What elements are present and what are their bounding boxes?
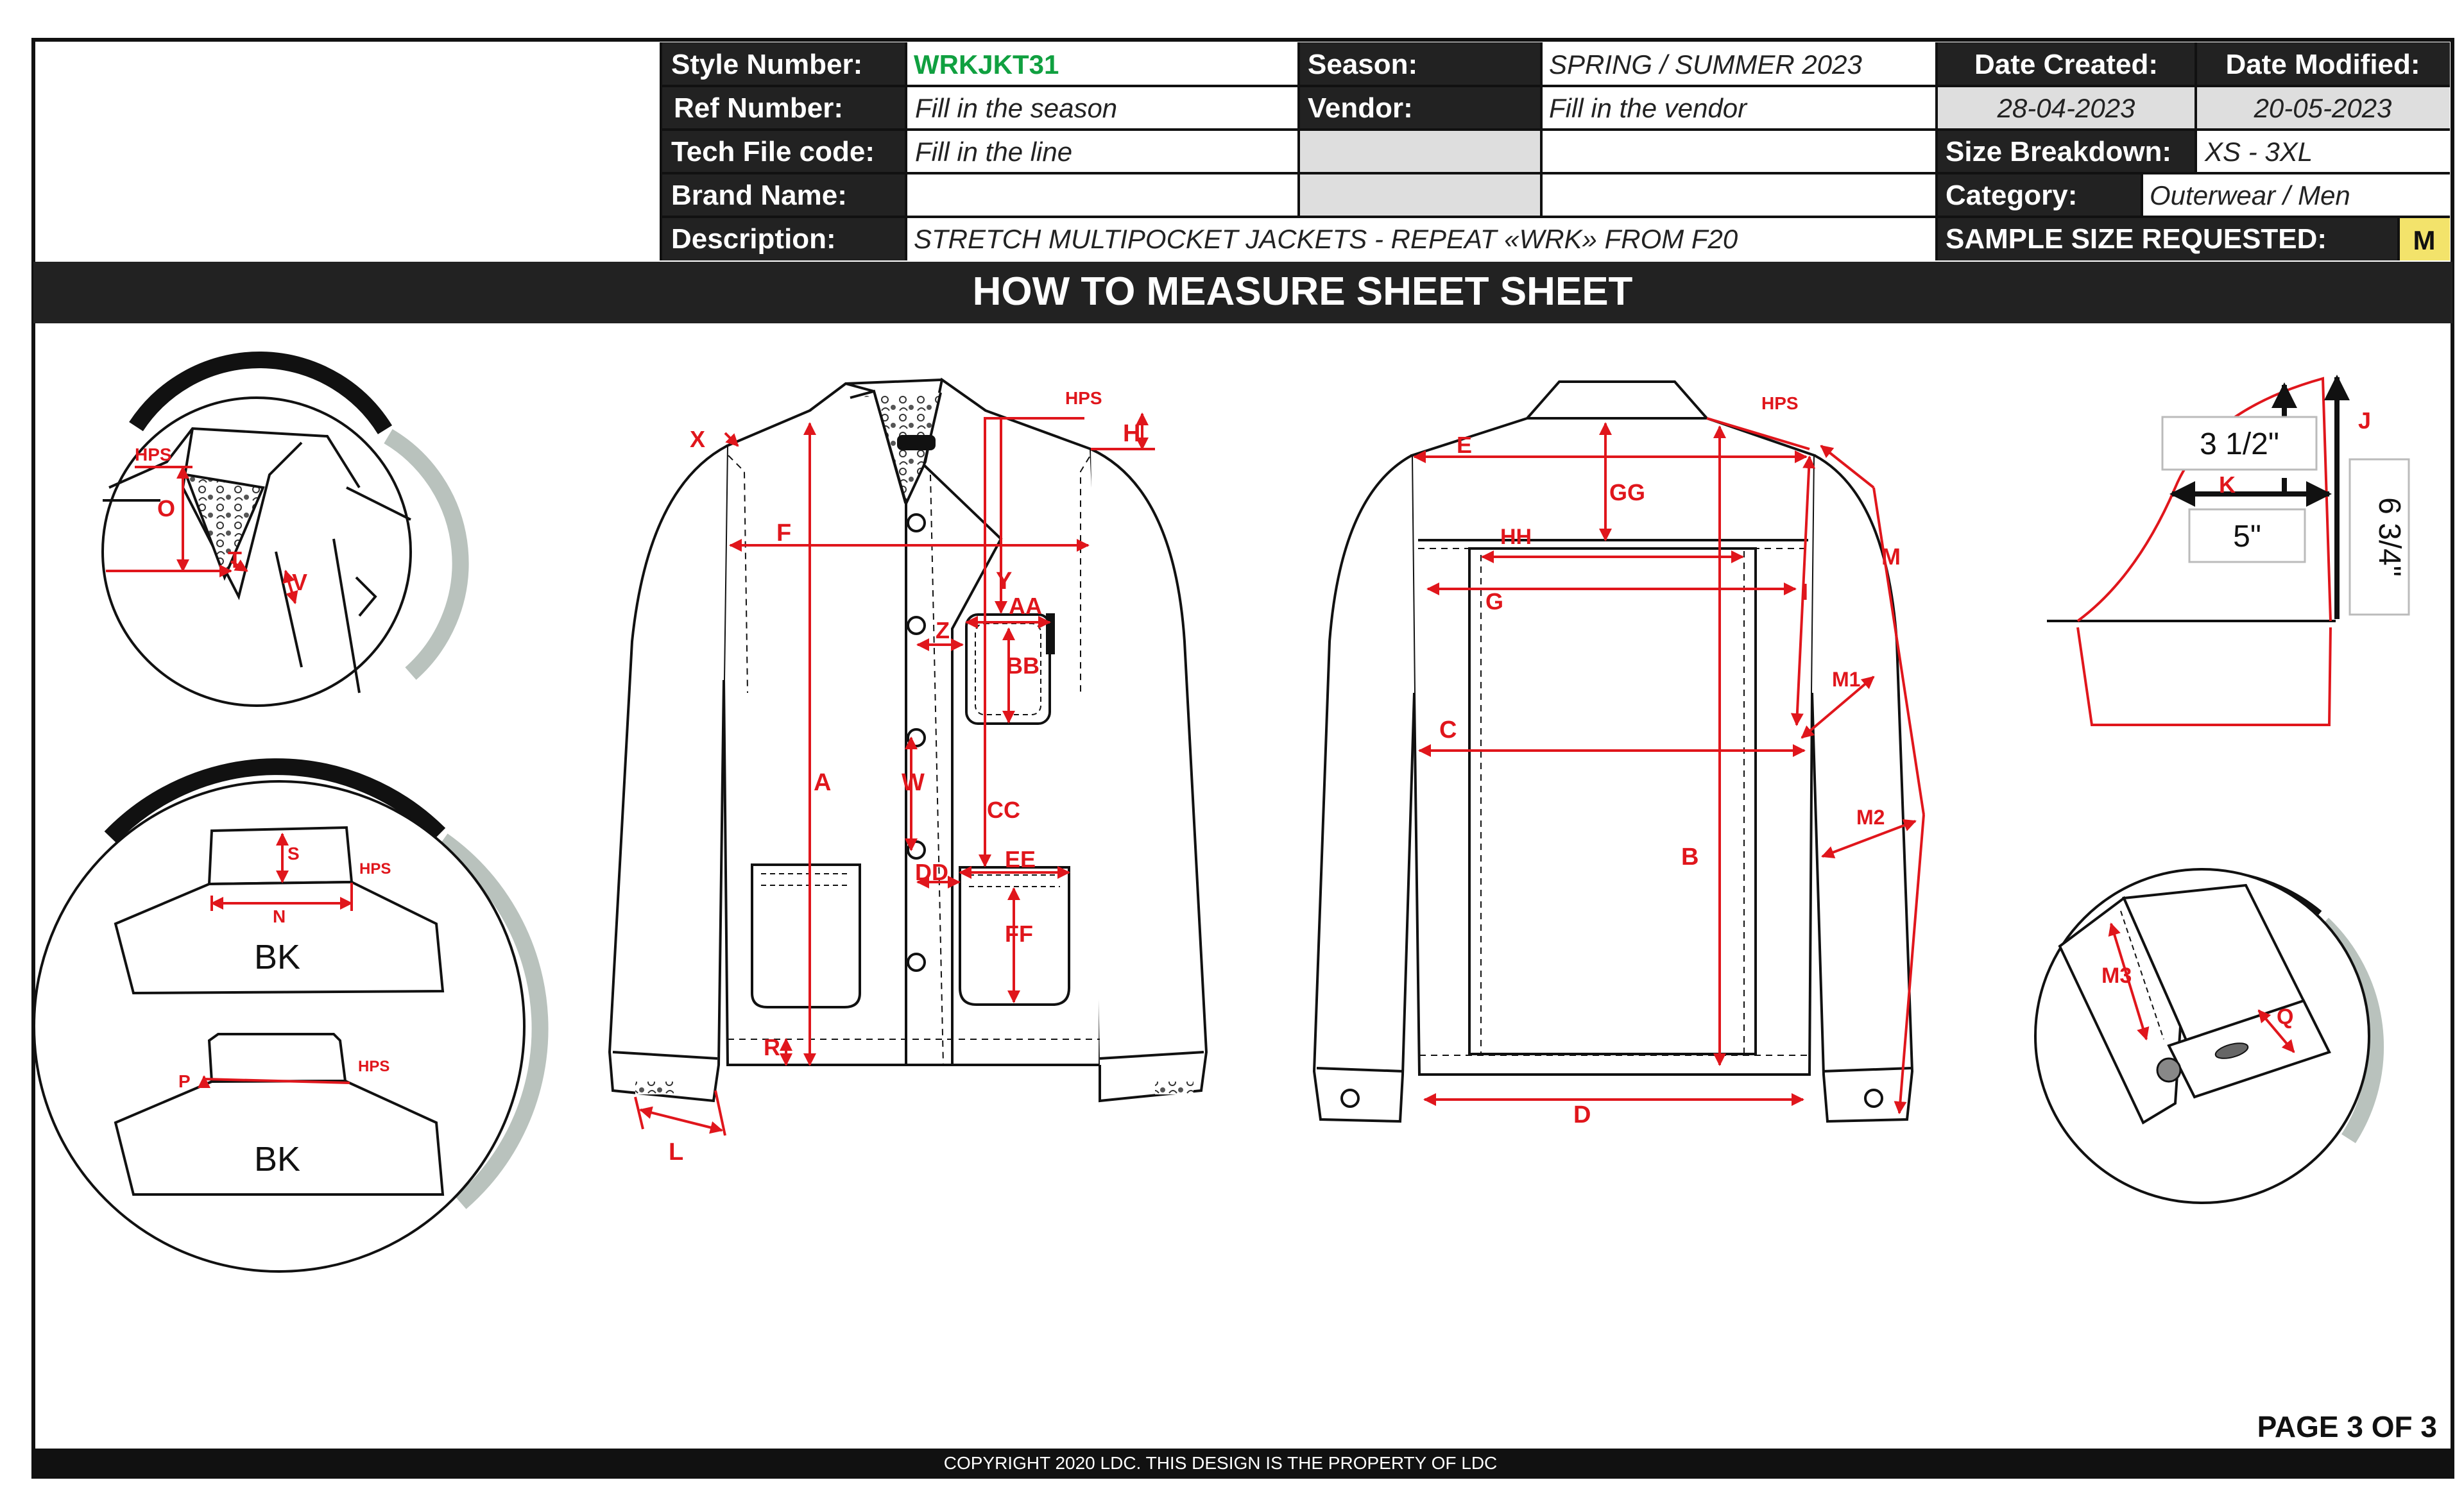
page-title: HOW TO MEASURE SHEET SHEET xyxy=(972,269,1633,314)
style-number-value: WRKJKT31 xyxy=(914,49,1059,80)
measure-m2-label: M2 xyxy=(1856,806,1885,829)
brand-name-label: Brand Name: xyxy=(671,180,847,211)
measure-dd-label: DD xyxy=(915,859,948,885)
ref-number-value: Fill in the season xyxy=(915,93,1118,123)
measure-ee-label: EE xyxy=(1005,846,1036,872)
measure-cc-label: CC xyxy=(987,797,1020,823)
measure-bb-label: BB xyxy=(1006,652,1040,679)
tech-file-label: Tech File code: xyxy=(671,136,875,167)
vendor-label: Vendor: xyxy=(1308,92,1413,124)
bk-bottom-label: BK xyxy=(253,1140,301,1178)
front-hps-label: HPS xyxy=(1065,388,1102,408)
measure-o-label: O xyxy=(157,495,176,522)
measure-q-label: Q xyxy=(2277,1005,2294,1029)
measure-d-label: D xyxy=(1573,1101,1591,1128)
sample-size-label: SAMPLE SIZE REQUESTED: xyxy=(1946,223,2327,255)
collar-stand-detail-circle xyxy=(34,767,540,1271)
measure-j-label: J xyxy=(2358,407,2372,434)
header-table xyxy=(661,42,2450,260)
stand-hps-bottom-label: HPS xyxy=(358,1058,390,1075)
measure-x-label: X xyxy=(690,426,706,452)
measure-l-label: L xyxy=(669,1139,684,1166)
bk-top-label: BK xyxy=(253,938,301,976)
description-label: Description: xyxy=(671,223,836,255)
measure-y-label: Y xyxy=(996,568,1013,595)
measure-z-label: Z xyxy=(936,617,950,643)
date-created-value: 28-04-2023 xyxy=(1997,93,2135,123)
measure-n-label: N xyxy=(273,906,286,926)
measure-hh-label: HH xyxy=(1500,525,1532,549)
measure-f-label: F xyxy=(776,520,792,547)
measure-w-label: W xyxy=(902,769,925,796)
measure-gg-label: GG xyxy=(1609,479,1646,506)
measure-m-label: M xyxy=(1881,543,1901,570)
season-value: SPRING / SUMMER 2023 xyxy=(1549,49,1862,80)
measure-b-label: B xyxy=(1681,844,1699,871)
measure-ff-label: FF xyxy=(1005,921,1033,947)
collar-hps-label: HPS xyxy=(135,445,172,464)
measure-k-label: K xyxy=(2219,472,2236,498)
measure-m1-label: M1 xyxy=(1832,668,1861,691)
category-value: Outerwear / Men xyxy=(2150,180,2350,210)
category-label: Category: xyxy=(1946,180,2078,211)
pocket-dim-6-3-4: 6 3/4" xyxy=(2372,497,2406,577)
measure-c-label: C xyxy=(1439,717,1457,744)
cuff-detail-circle xyxy=(2035,869,2375,1203)
measure-s-label: S xyxy=(287,844,300,863)
vendor-value: Fill in the vendor xyxy=(1549,93,1747,123)
style-number-label: Style Number: xyxy=(671,49,863,80)
page-number: PAGE 3 OF 3 xyxy=(2257,1410,2437,1443)
pocket-dim-5: 5" xyxy=(2233,520,2261,554)
measure-e-label: E xyxy=(1457,432,1473,458)
date-modified-label: Date Modified: xyxy=(2225,49,2420,80)
size-breakdown-value: XS - 3XL xyxy=(2205,137,2313,167)
sample-size-value: M xyxy=(2413,225,2436,255)
measure-p-label: P xyxy=(178,1071,191,1091)
pocket-detail xyxy=(2047,377,2409,725)
description-value: STRETCH MULTIPOCKET JACKETS - REPEAT «WRK» FROM F20 xyxy=(914,224,1738,254)
tech-file-value: Fill in the line xyxy=(915,137,1073,167)
copyright-text: COPYRIGHT 2020 LDC. THIS DESIGN IS THE PROPERTY OF LDC xyxy=(943,1453,1498,1473)
date-created-label: Date Created: xyxy=(1974,49,2159,80)
date-modified-value: 20-05-2023 xyxy=(2254,93,2392,123)
measure-i-label: I xyxy=(1802,579,1809,605)
measure-g-label: G xyxy=(1485,588,1504,615)
season-label: Season: xyxy=(1308,49,1418,80)
measure-a-label: A xyxy=(814,769,832,796)
back-hps-label: HPS xyxy=(1761,393,1799,413)
front-jacket-drawing xyxy=(610,380,1206,1101)
measure-t-label: T xyxy=(228,547,242,573)
measure-v-label: V xyxy=(292,569,308,595)
ref-number-label: Ref Number: xyxy=(674,92,844,124)
measure-aa-label: AA xyxy=(1009,593,1042,619)
pocket-dim-3-1-2: 3 1/2" xyxy=(2200,427,2279,461)
collar-detail-circle xyxy=(103,360,461,706)
measure-h-label: H xyxy=(1123,420,1141,447)
stand-hps-top-label: HPS xyxy=(359,860,391,878)
measure-m3-label: M3 xyxy=(2101,964,2132,988)
measure-r-label: R xyxy=(764,1034,780,1060)
size-breakdown-label: Size Breakdown: xyxy=(1946,136,2172,167)
